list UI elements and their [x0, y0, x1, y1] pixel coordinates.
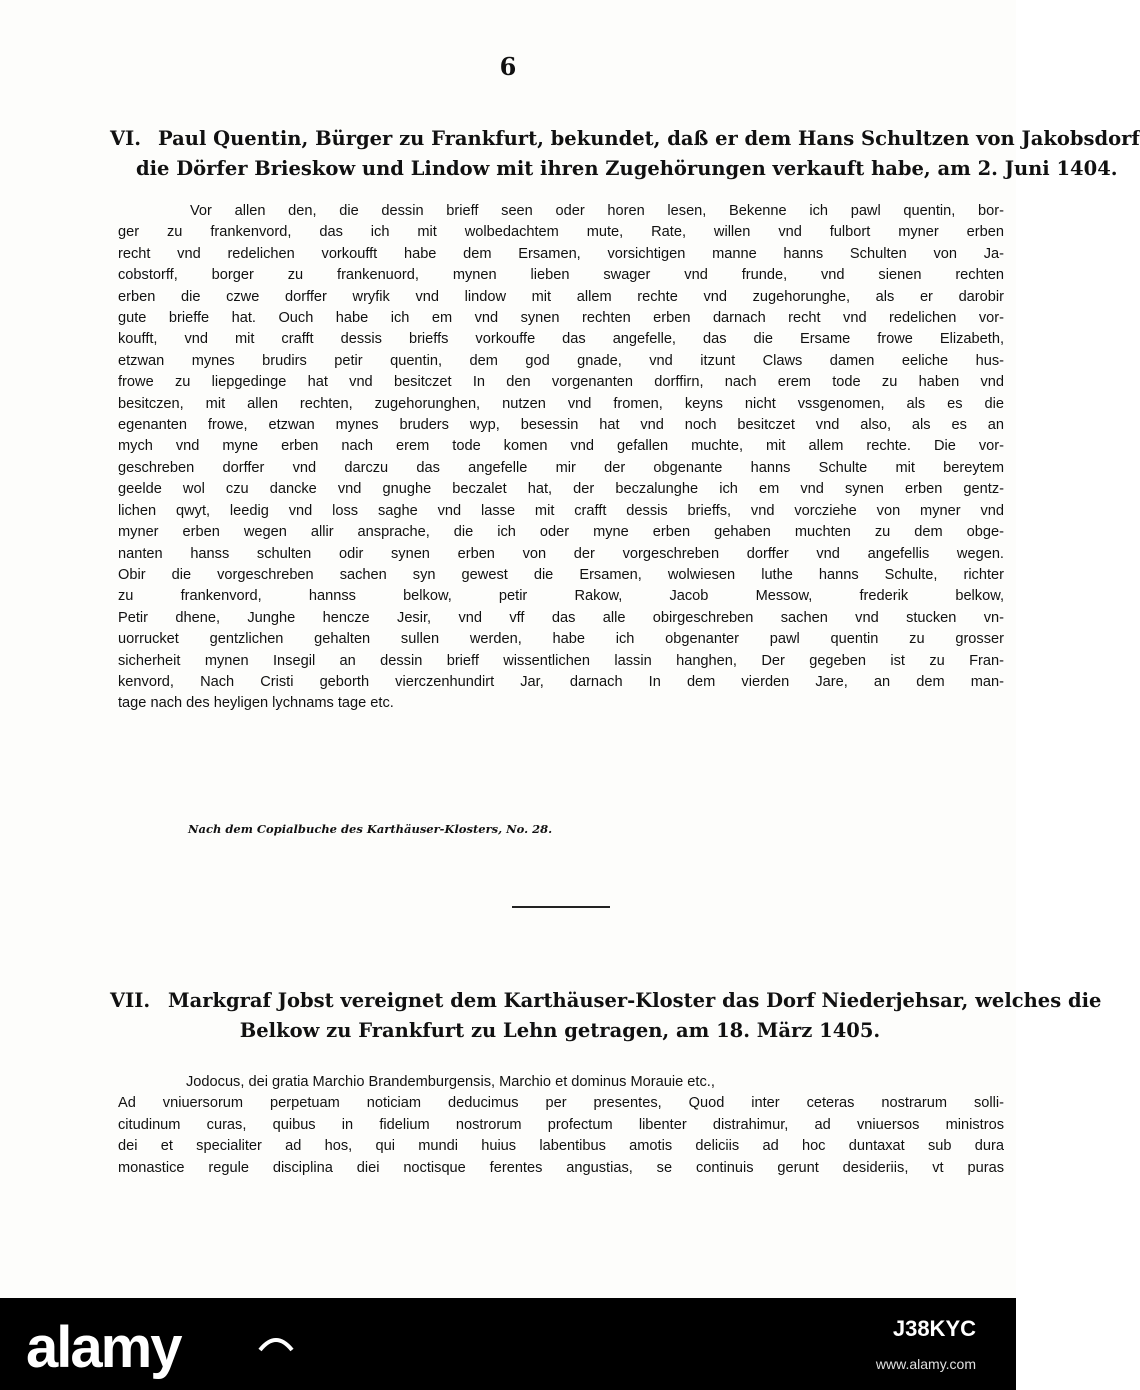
body-line: frowe zu liepgedinge hat vnd besitczet In den vorgenanten dorffirn, nach erem tode zu haben vnd: [118, 374, 1004, 391]
body-line: Jodocus, dei gratia Marchio Brandemburgensis, Marchio et dominus Morauie etc.,: [186, 1074, 715, 1090]
body-line: Obir die vorgeschreben sachen syn gewest die Ersamen, wolwiesen luthe hanns Schulte, richter: [118, 566, 1004, 583]
source-note: Nach dem Copialbuche des Karthäuser-Klosters, No. 28.: [188, 822, 553, 836]
body-line: recht vnd redelichen vorkoufft habe dem Ersamen, vorsichtigen manne hanns Schulten von Ja-: [118, 245, 1004, 262]
watermark-banner: [0, 1298, 1016, 1390]
body-line: dei et specialiter ad hos, qui mundi huius labentibus amotis deliciis ad hoc duntaxat sub dura: [118, 1138, 1004, 1155]
body-line: zu frankenvord, hannss belkow, petir Rakow, Jacob Messow, frederik belkow,: [118, 588, 1004, 605]
body-line: geschreben dorffer vnd darczu das angefelle mir der obgenante hanns Schulte mit bereytem: [118, 459, 1004, 476]
body-line: besitczen, mit allen rechten, zugehorunghen, nutzen vnd fromen, keyns nicht vssgenomen, als es die: [118, 395, 1004, 412]
section-vi-heading-text-1: Paul Quentin, Bürger zu Frankfurt, bekundet, daß er dem Hans Schultzen von Jakobsdorf: [158, 127, 1140, 150]
section-vii-heading-line-2: Belkow zu Frankfurt zu Lehn getragen, am 18. März 1405.: [239, 1019, 881, 1042]
body-line: sicherheit mynen Insegil an dessin brieff wissentlichen lassin hanghen, Der gegeben ist zu Fran-: [118, 652, 1004, 669]
body-line: egenanten frowe, etzwan mynes bruders wyp, besessin hat vnd noch besitczet vnd also, als es an: [118, 417, 1004, 434]
body-line: kenvord, Nach Cristi geborth vierczenhundirt Jar, darnach In dem vierden Jare, an dem man-: [118, 673, 1004, 690]
body-line: lichen qwyt, leedig vnd loss saghe vnd lasse mit crafft dessis brieffs, vnd vorcziehe von myner vnd: [118, 502, 1004, 519]
body-line: uorrucket gentzlichen gehalten sullen werden, habe ich obgenanter pawl quentin zu grosser: [118, 631, 1004, 648]
image-id: J38KYC: [892, 1316, 976, 1341]
site-url: www.alamy.com: [875, 1356, 976, 1372]
section-vi-heading-line-2: die Dörfer Brieskow und Lindow mit ihren Zugehörungen verkauft habe, am 2. Juni 1404.: [136, 157, 1118, 180]
body-line: citudinum curas, quibus in fidelium nostrorum profectum libenter distrahimur, ad vniuersos ministros: [118, 1116, 1004, 1133]
section-vi-body: [118, 201, 1004, 715]
body-line: mych vnd myne erben nach erem tode komen vnd gefallen muchte, mit allem rechte. Die vor-: [118, 438, 1004, 455]
section-divider: [512, 906, 610, 908]
page-number: 6: [499, 52, 517, 81]
section-vi-heading: [110, 124, 1140, 184]
body-line: koufft, vnd mit crafft dessis brieffs vorkouffe das angefelle, das die Ersame frowe Elizabeth,: [118, 331, 1004, 348]
alamy-logo: alamy: [26, 1315, 181, 1380]
section-vi-heading-line-1: [110, 124, 1140, 154]
body-line: monastice regule disciplina diei noctisque ferentes angustias, se continuis gerunt desideriis, vt puras: [118, 1159, 1004, 1176]
section-vii-body: [118, 1072, 1004, 1179]
body-line: geelde wol czu dancke vnd gnughe beczalet hat, der beczalunghe ich em vnd synen erben gentz-: [118, 481, 1004, 498]
body-line: ger zu frankenvord, das ich mit wolbedachtem mute, Rate, willen vnd fulbort myner erben: [118, 224, 1004, 241]
body-line: Vor allen den, die dessin brieff seen oder horen lesen, Bekenne ich pawl quentin, bor-: [190, 203, 1004, 219]
body-line: etzwan mynes brudirs petir quentin, dem god gnade, vnd itzunt Claws damen eeliche hus-: [118, 352, 1004, 369]
body-line: gute brieffe hat. Ouch habe ich em vnd synen rechten erben darnach recht vnd redelichen vor-: [118, 310, 1004, 327]
body-line: Ad vniuersorum perpetuam noticiam deducimus per presentes, Quod inter ceteras nostrarum solli-: [118, 1095, 1004, 1112]
section-vi-numeral: VI.: [110, 127, 142, 150]
body-line: Petir dhene, Junghe hencze Jesir, vnd vff das alle obirgeschreben sachen vnd stucken vn-: [118, 609, 1004, 626]
section-vii-numeral: VII.: [110, 989, 151, 1012]
section-vii-heading: [110, 986, 1102, 1046]
section-vii-heading-line-1: [110, 986, 1102, 1016]
body-line: tage nach des heyligen lychnams tage etc.: [118, 695, 394, 712]
body-line: nanten hanss schulten odir synen erben von der vorgeschreben dorffer vnd angefellis wegen.: [118, 545, 1004, 562]
body-line: cobstorff, borger zu frankenuord, mynen lieben swager vnd frunde, vnd sienen rechten: [118, 267, 1004, 284]
alamy-logo-icon: [258, 1328, 294, 1354]
body-line: myner erben wegen allir ansprache, die ich oder myne erben gehaben muchten zu dem obge-: [118, 524, 1004, 541]
section-vii-heading-text-1: Markgraf Jobst vereignet dem Karthäuser-Kloster das Dorf Niederjehsar, welches die: [168, 989, 1102, 1012]
body-line: erben die czwe dorffer wryfik vnd lindow mit allem rechte vnd zugehorunghe, als er darobir: [118, 288, 1004, 305]
